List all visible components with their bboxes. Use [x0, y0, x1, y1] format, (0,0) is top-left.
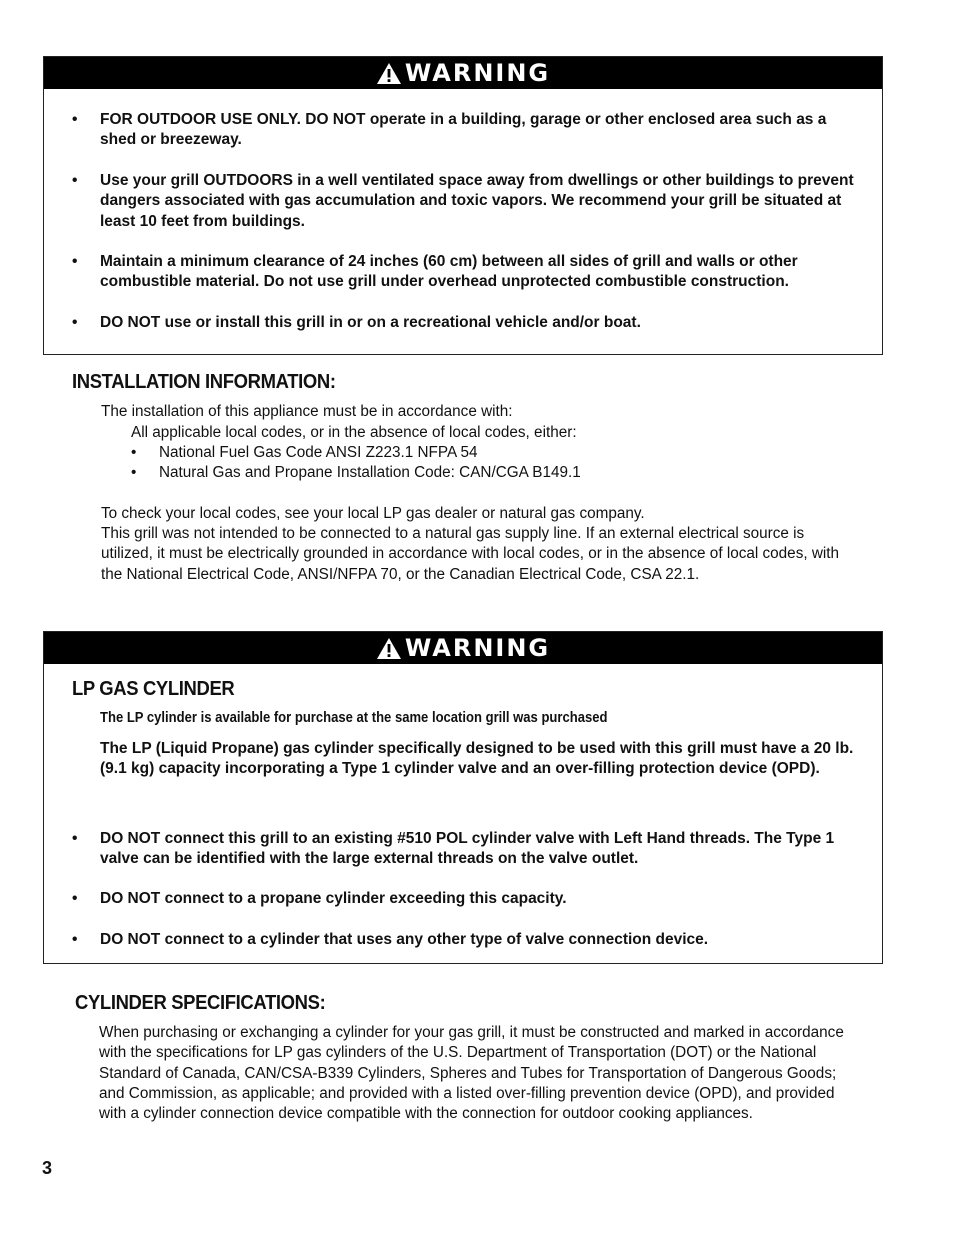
bullet-text: FOR OUTDOOR USE ONLY. DO NOT operate in a building, garage or other enclosed area such as a shed or breezeway. [100, 111, 827, 149]
para-text: The LP (Liquid Propane) gas cylinder specifically designed to be used with this grill must have a 20 lb. (9.1 kg) capacity incorporating a Type 1 cylinder valve and an over-filling protection device (OPD). [100, 740, 854, 778]
warning-bullet: • DO NOT connect to a propane cylinder exceeding this capacity. [72, 889, 862, 909]
cylinder-specs-para: When purchasing or exchanging a cylinder for your gas grill, it must be constructed and marked in accordance with the specifications for LP gas cylinders of the U.S. Department of Transportation (DOT) or the National Standard of Canada, CAN/CSA-B339 Cylinders, Spheres and Tubes for Transportation of Dangerous Goods; and Commission, as applicable; and provided with a listed over-filling prevention device (OPD), and provided with a cylinder connection device compatible with the connection for outdoor cooking appliances. [99, 1024, 844, 1123]
bullet-text: Maintain a minimum clearance of 24 inches (60 cm) between all sides of grill and walls or other combustible material. Do not use grill under overhead unprotected combustible construction. [100, 253, 798, 291]
cylinder-specs-heading: CYLINDER SPECIFICATIONS: [75, 991, 326, 1014]
warning-label: WARNING [404, 634, 551, 662]
warning-bullet: • DO NOT connect to a cylinder that uses any other type of valve connection device. [72, 930, 862, 950]
installation-heading: INSTALLATION INFORMATION: [72, 370, 336, 393]
warning-bullet: • FOR OUTDOOR USE ONLY. DO NOT operate in a building, garage or other enclosed area such as a shed or breezeway. [72, 110, 862, 151]
bullet-text: National Fuel Gas Code ANSI Z223.1 NFPA 54 [159, 444, 478, 461]
installation-para-check: To check your local codes, see your local LP gas dealer or natural gas company. [101, 505, 645, 522]
warning-banner [44, 57, 882, 89]
bullet-text: DO NOT connect to a cylinder that uses any other type of valve connection device. [100, 931, 709, 948]
warning-label: WARNING [404, 59, 551, 87]
warning-banner [44, 632, 882, 664]
warning-box-lp-cylinder [43, 631, 883, 964]
warning-box-outdoor-use [43, 56, 883, 355]
installation-sub: All applicable local codes, or in the absence of local codes, either: [131, 424, 577, 441]
lp-cylinder-note: The LP cylinder is available for purchase at the same location grill was purchased [100, 710, 608, 726]
lp-gas-cylinder-heading: LP GAS CYLINDER [72, 677, 235, 700]
page-number: 3 [42, 1158, 53, 1178]
bullet-text: DO NOT connect this grill to an existing #510 POL cylinder valve with Left Hand threads. The Type 1 valve can be identified with the large external threads on the valve outlet. [100, 830, 835, 868]
bullet-text: Use your grill OUTDOORS in a well ventilated space away from dwellings or other buildings to prevent dangers associated with gas accumulation and toxic vapors. We recommend your grill be situated at least 10 feet from buildings. [100, 172, 854, 230]
bullet-text: DO NOT connect to a propane cylinder exceeding this capacity. [100, 890, 567, 907]
warning-triangle-icon [376, 637, 402, 660]
warning-bullet: • DO NOT use or install this grill in or on a recreational vehicle and/or boat. [72, 313, 862, 333]
bullet-text: DO NOT use or install this grill in or on a recreational vehicle and/or boat. [100, 314, 641, 331]
lp-cylinder-para [100, 739, 856, 780]
bullet-text: Natural Gas and Propane Installation Code: CAN/CGA B149.1 [159, 464, 581, 481]
warning-bullet: • DO NOT connect this grill to an existing #510 POL cylinder valve with Left Hand threads. The Type 1 valve can be identified with the large external threads on the valve outlet. [72, 829, 862, 870]
installation-bullet: • Natural Gas and Propane Installation Code: CAN/CGA B149.1 [131, 463, 136, 483]
warning-bullet: • Use your grill OUTDOORS in a well ventilated space away from dwellings or other buildings to prevent dangers associated with gas accumulation and toxic vapors. We recommend your grill be situated at least 10 feet from buildings. [72, 171, 862, 232]
warning-bullet: • Maintain a minimum clearance of 24 inches (60 cm) between all sides of grill and walls or other combustible material. Do not use grill under overhead unprotected combustible construction. [72, 252, 862, 293]
installation-para-electrical: This grill was not intended to be connected to a natural gas supply line. If an external electrical source is utilized, it must be electrically grounded in accordance with local codes, or in the absence of local codes, with the National Electrical Code, ANSI/NFPA 70, or the Canadian Electrical Code, CSA 22.1. [101, 525, 840, 583]
installation-intro: The installation of this appliance must be in accordance with: [101, 403, 513, 420]
warning-triangle-icon [376, 62, 402, 85]
installation-bullet: • National Fuel Gas Code ANSI Z223.1 NFPA 54 [131, 443, 136, 463]
